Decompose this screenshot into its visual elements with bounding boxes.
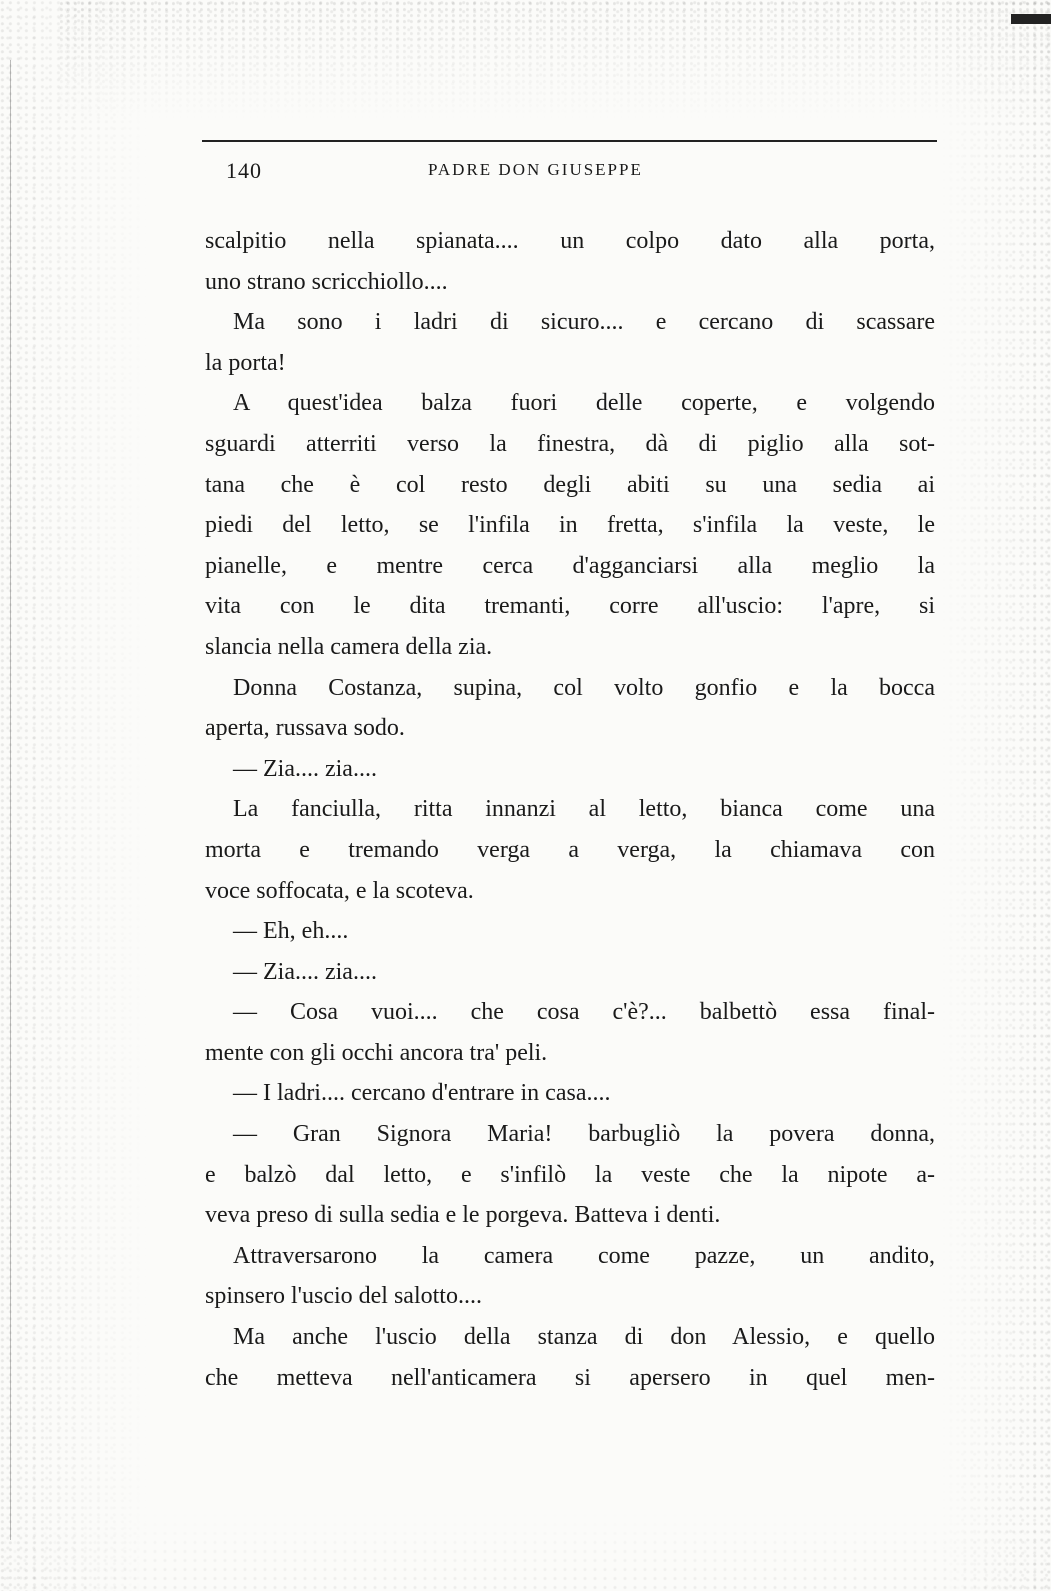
text-line: mente con gli occhi ancora tra' peli. (205, 1039, 548, 1066)
text-line: voce soffocata, e la scoteva. (205, 877, 474, 904)
text-line: A quest'idea balza fuori delle coperte, e volgendo (233, 390, 935, 417)
text-line: — Zia.... zia.... (233, 755, 377, 782)
text-line: la porta! (205, 349, 286, 376)
scan-edge-mark (1011, 14, 1051, 24)
scan-noise-right (941, 0, 1051, 1591)
running-title: PADRE DON GIUSEPPE (428, 160, 643, 179)
text-line: spinsero l'uscio del salotto.... (205, 1283, 482, 1310)
text-line: — Zia.... zia.... (233, 958, 377, 985)
text-line: — I ladri.... cercano d'entrare in casa.... (233, 1080, 611, 1107)
text-line: Ma anche l'uscio della stanza di don Alessio, e quello (233, 1324, 935, 1351)
body-text (205, 221, 935, 1398)
text-line: La fanciulla, ritta innanzi al letto, bianca come una (233, 796, 935, 823)
text-line: — Eh, eh.... (233, 918, 349, 945)
text-line: Donna Costanza, supina, col volto gonfio e la bocca (233, 674, 935, 701)
text-line: tana che è col resto degli abiti su una sedia ai (205, 471, 935, 498)
text-line: e balzò dal letto, e s'infilò la veste che la nipote a- (205, 1161, 935, 1188)
text-line: Attraversarono la camera come pazze, un andito, (233, 1242, 935, 1269)
text-line: veva preso di sulla sedia e le porgeva. Batteva i denti. (205, 1202, 721, 1229)
scan-noise-bottom (0, 1511, 1051, 1591)
scan-noise-top (60, 0, 1051, 120)
scan-noise-left (0, 0, 150, 1591)
text-line: sguardi atterriti verso la finestra, dà di piglio alla sot- (205, 430, 935, 457)
text-line: pianelle, e mentre cerca d'agganciarsi alla meglio la (205, 552, 935, 579)
text-line: piedi del letto, se l'infila in fretta, s'infila la veste, le (205, 512, 935, 539)
text-line: — Gran Signora Maria! barbugliò la povera donna, (233, 1121, 935, 1148)
text-line: Ma sono i ladri di sicuro.... e cercano di scassare (233, 309, 935, 336)
text-line: che metteva nell'anticamera si apersero in quel men- (205, 1364, 935, 1391)
text-line: uno strano scricchiollo.... (205, 268, 448, 295)
text-line: aperta, russava sodo. (205, 715, 405, 742)
page-edge-line (10, 60, 11, 1540)
text-line: — Cosa vuoi.... che cosa c'è?... balbettò essa final- (233, 999, 935, 1026)
page-header (202, 140, 937, 194)
text-line: scalpitio nella spianata.... un colpo dato alla porta, (205, 228, 935, 254)
text-line: vita con le dita tremanti, corre all'uscio: l'apre, si (205, 593, 935, 620)
text-line: slancia nella camera della zia. (205, 633, 493, 660)
text-line: morta e tremando verga a verga, la chiamava con (205, 836, 935, 863)
page-number: 140 (226, 158, 262, 183)
